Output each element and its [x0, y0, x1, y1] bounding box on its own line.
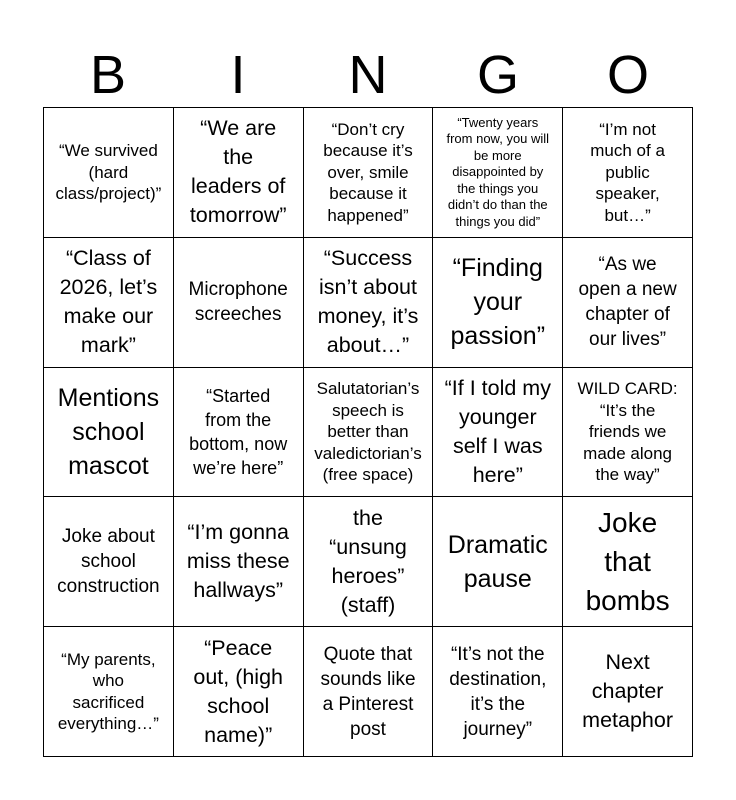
cell-text: Next chapter metaphor	[582, 650, 674, 733]
bingo-cell-r3-c1[interactable]	[44, 368, 174, 498]
bingo-cell-r1-c2[interactable]	[174, 108, 304, 238]
bingo-cell-r2-c1[interactable]	[44, 238, 174, 368]
cell-text: Dramatic pause	[447, 530, 548, 593]
cell-text: “Peace out, (high school name)”	[193, 635, 284, 747]
cell-text: “Started from the bottom, now we’re here”	[189, 385, 288, 478]
bingo-cell-r2-c5[interactable]	[563, 238, 693, 368]
bingo-cell-r3-c3[interactable]	[304, 368, 434, 498]
bingo-cell-r1-c4[interactable]	[433, 108, 563, 238]
bingo-header	[43, 44, 693, 106]
bingo-cell-r3-c2[interactable]	[174, 368, 304, 498]
cell-text: the “unsung heroes” (staff)	[329, 505, 407, 617]
cell-text: Quote that sounds like a Pinterest post	[320, 643, 416, 740]
cell-text: Joke about school construction	[57, 526, 160, 598]
bingo-cell-r4-c5[interactable]	[563, 497, 693, 627]
header-letter-i: I	[230, 45, 246, 105]
bingo-cell-r3-c4[interactable]	[433, 368, 563, 498]
bingo-cell-r2-c4[interactable]	[433, 238, 563, 368]
bingo-cell-r5-c3[interactable]	[304, 627, 434, 757]
bingo-cell-r2-c2[interactable]	[174, 238, 304, 368]
bingo-cell-r5-c5[interactable]	[563, 627, 693, 757]
cell-text: “Twenty years from now, you will be more disappointed by the things you didn’t do than the things you did”	[446, 114, 550, 229]
bingo-cell-r5-c1[interactable]	[44, 627, 174, 757]
cell-text: Joke that bombs	[585, 507, 670, 617]
bingo-cell-r3-c5[interactable]	[563, 368, 693, 498]
bingo-cell-r2-c3[interactable]	[304, 238, 434, 368]
cell-text: “If I told my younger self I was here”	[444, 375, 551, 487]
bingo-board	[43, 107, 693, 757]
cell-text: “It’s not the destination, it’s the journey”	[449, 643, 547, 740]
cell-text: “My parents, who sacrificed everything…”	[57, 649, 159, 734]
header-letter-n: N	[348, 45, 388, 105]
bingo-cell-r1-c1[interactable]	[44, 108, 174, 238]
header-letter-g: G	[476, 45, 519, 105]
cell-text: “As we open a new chapter of our lives”	[578, 254, 677, 351]
cell-text: “Class of 2026, let’s make our mark”	[59, 246, 158, 358]
bingo-cell-r4-c2[interactable]	[174, 497, 304, 627]
cell-text: “I’m gonna miss these hallways”	[186, 520, 290, 603]
cell-text: Mentions school mascot	[57, 383, 160, 480]
cell-text: Salutatorian’s speech is better than valedictorian’s (free space)	[314, 379, 422, 485]
bingo-cell-r4-c4[interactable]	[433, 497, 563, 627]
header-letter-b: B	[89, 45, 127, 105]
bingo-cell-r1-c3[interactable]	[304, 108, 434, 238]
cell-text: “Don’t cry because it’s over, smile because it happened”	[323, 119, 413, 225]
cell-text: “We survived (hard class/project)”	[55, 141, 162, 204]
bingo-cell-r1-c5[interactable]	[563, 108, 693, 238]
cell-text: “Finding your passion”	[450, 254, 546, 351]
cell-text: Microphone screeches	[188, 279, 288, 326]
bingo-cell-r4-c1[interactable]	[44, 497, 174, 627]
cell-text: “Success isn’t about money, it’s about…”	[317, 246, 419, 358]
header-letter-o: O	[606, 45, 649, 105]
bingo-cell-r5-c4[interactable]	[433, 627, 563, 757]
bingo-cell-r4-c3[interactable]	[304, 497, 434, 627]
cell-text: “I’m not much of a public speaker, but…”	[590, 119, 665, 225]
bingo-cell-r5-c2[interactable]	[174, 627, 304, 757]
cell-text: “We are the leaders of tomorrow”	[189, 116, 287, 228]
cell-text: WILD CARD: “It’s the friends we made along the way”	[577, 379, 678, 485]
